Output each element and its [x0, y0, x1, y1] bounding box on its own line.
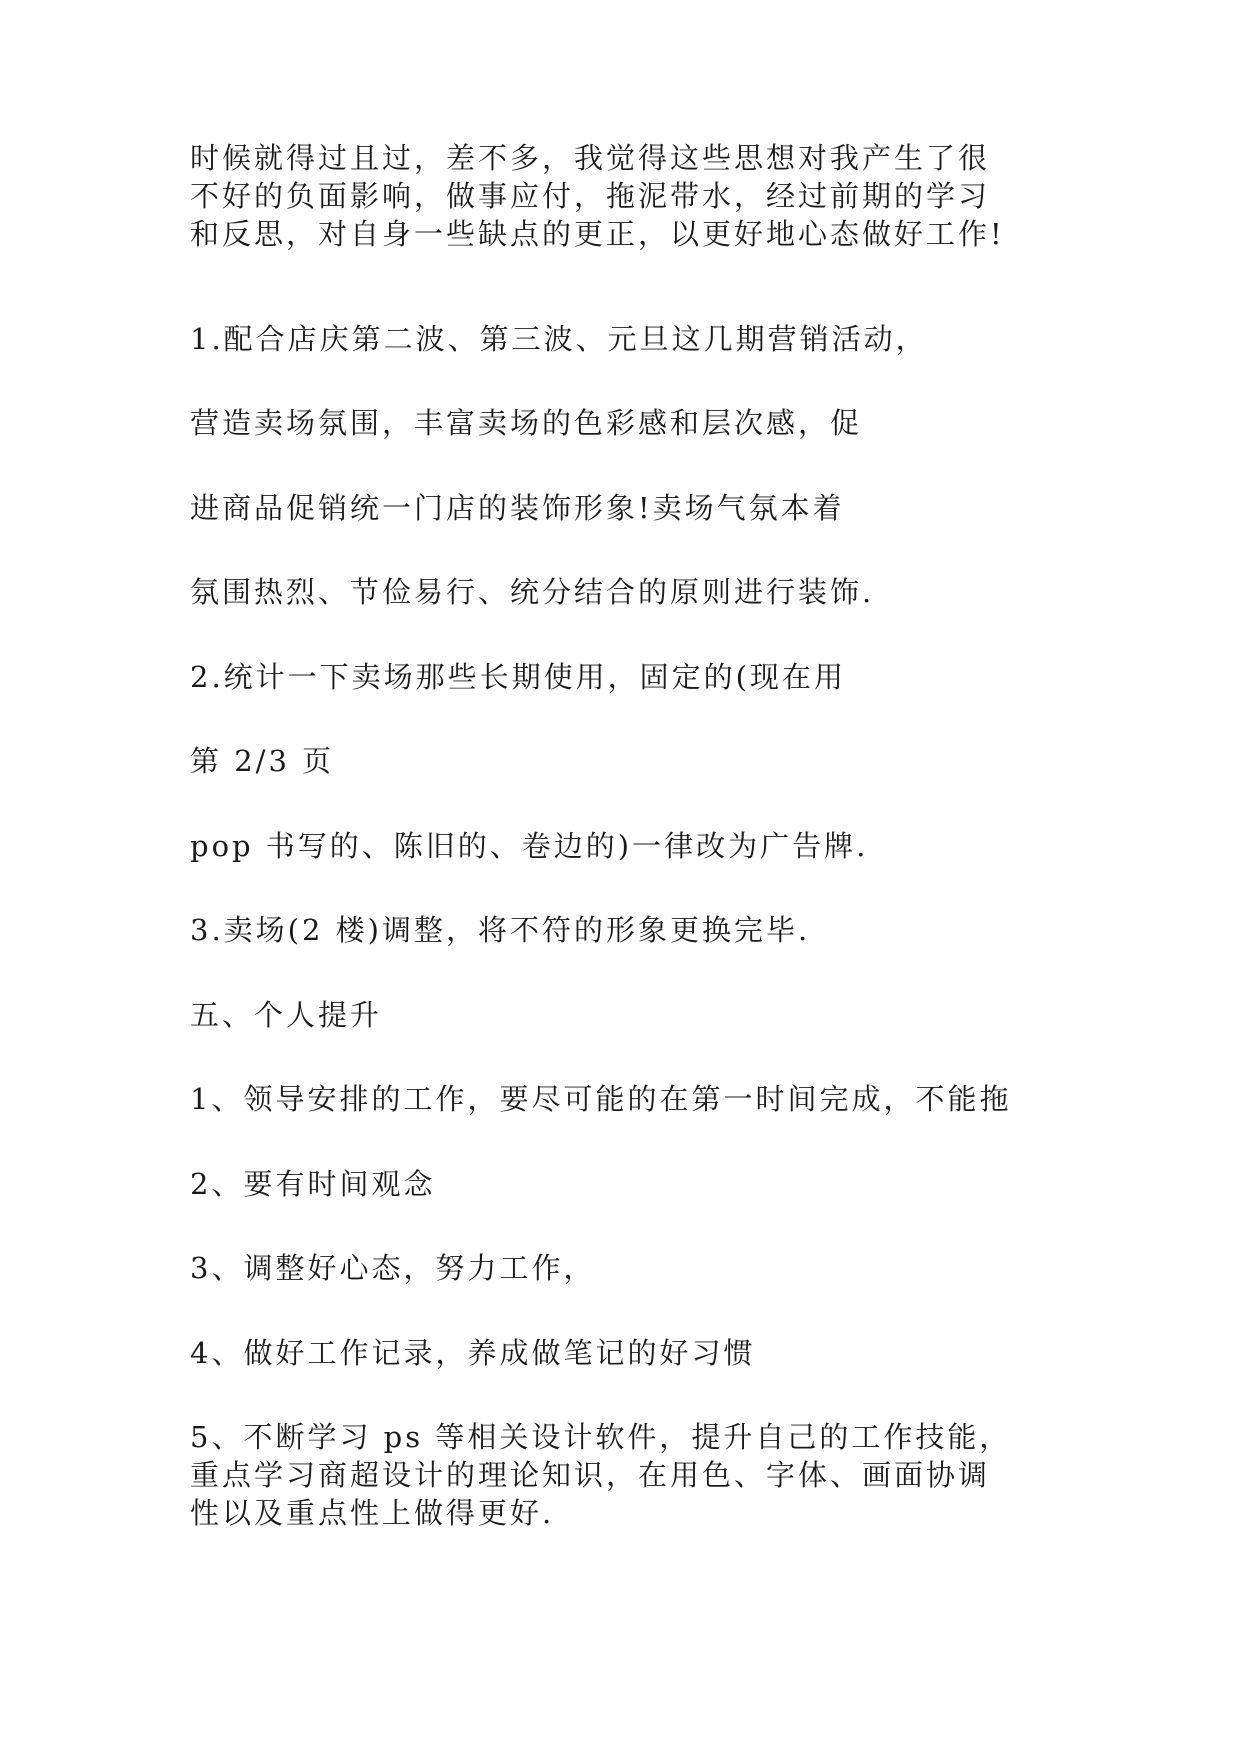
item1-line: 氛围热烈、节俭易行、统分结合的原则进行装饰.	[190, 575, 875, 609]
improvement-item: 1、领导安排的工作，要尽可能的在第一时间完成，不能拖	[190, 1082, 1012, 1116]
item1-line: 营造卖场氛围，丰富卖场的色彩感和层次感，促	[190, 406, 863, 440]
intro-line: 和反思，对自身一些缺点的更正，以更好地心态做好工作!	[190, 217, 1005, 251]
improvement-item: 3、调整好心态，努力工作，	[190, 1251, 596, 1285]
intro-line: 不好的负面影响，做事应付，拖泥带水，经过前期的学习	[190, 179, 991, 213]
item2-line: 2.统计一下卖场那些长期使用，固定的(现在用	[190, 660, 846, 694]
improvement5-line: 重点学习商超设计的理论知识，在用色、字体、画面协调	[190, 1458, 991, 1492]
improvement-item: 4、做好工作记录，养成做笔记的好习惯	[190, 1336, 756, 1370]
item1-line: 进商品促销统一门店的装饰形象!卖场气氛本着	[190, 491, 845, 525]
item1-line: 1.配合店庆第二波、第三波、元旦这几期营销活动，	[190, 322, 928, 356]
item3-line: 3.卖场(2 楼)调整，将不符的形象更换完毕.	[190, 913, 811, 947]
improvement-item: 2、要有时间观念	[190, 1167, 436, 1201]
intro-line: 时候就得过且过，差不多，我觉得这些思想对我产生了很	[190, 141, 991, 175]
item2-line: pop 书写的、陈旧的、卷边的)一律改为广告牌.	[190, 829, 869, 863]
improvement5-line: 性以及重点性上做得更好.	[190, 1496, 555, 1530]
improvement5-line: 5、不断学习 ps 等相关设计软件，提升自己的工作技能，	[190, 1420, 1012, 1454]
section-heading: 五、个人提升	[190, 998, 383, 1032]
page-number: 第 2/3 页	[190, 744, 335, 778]
